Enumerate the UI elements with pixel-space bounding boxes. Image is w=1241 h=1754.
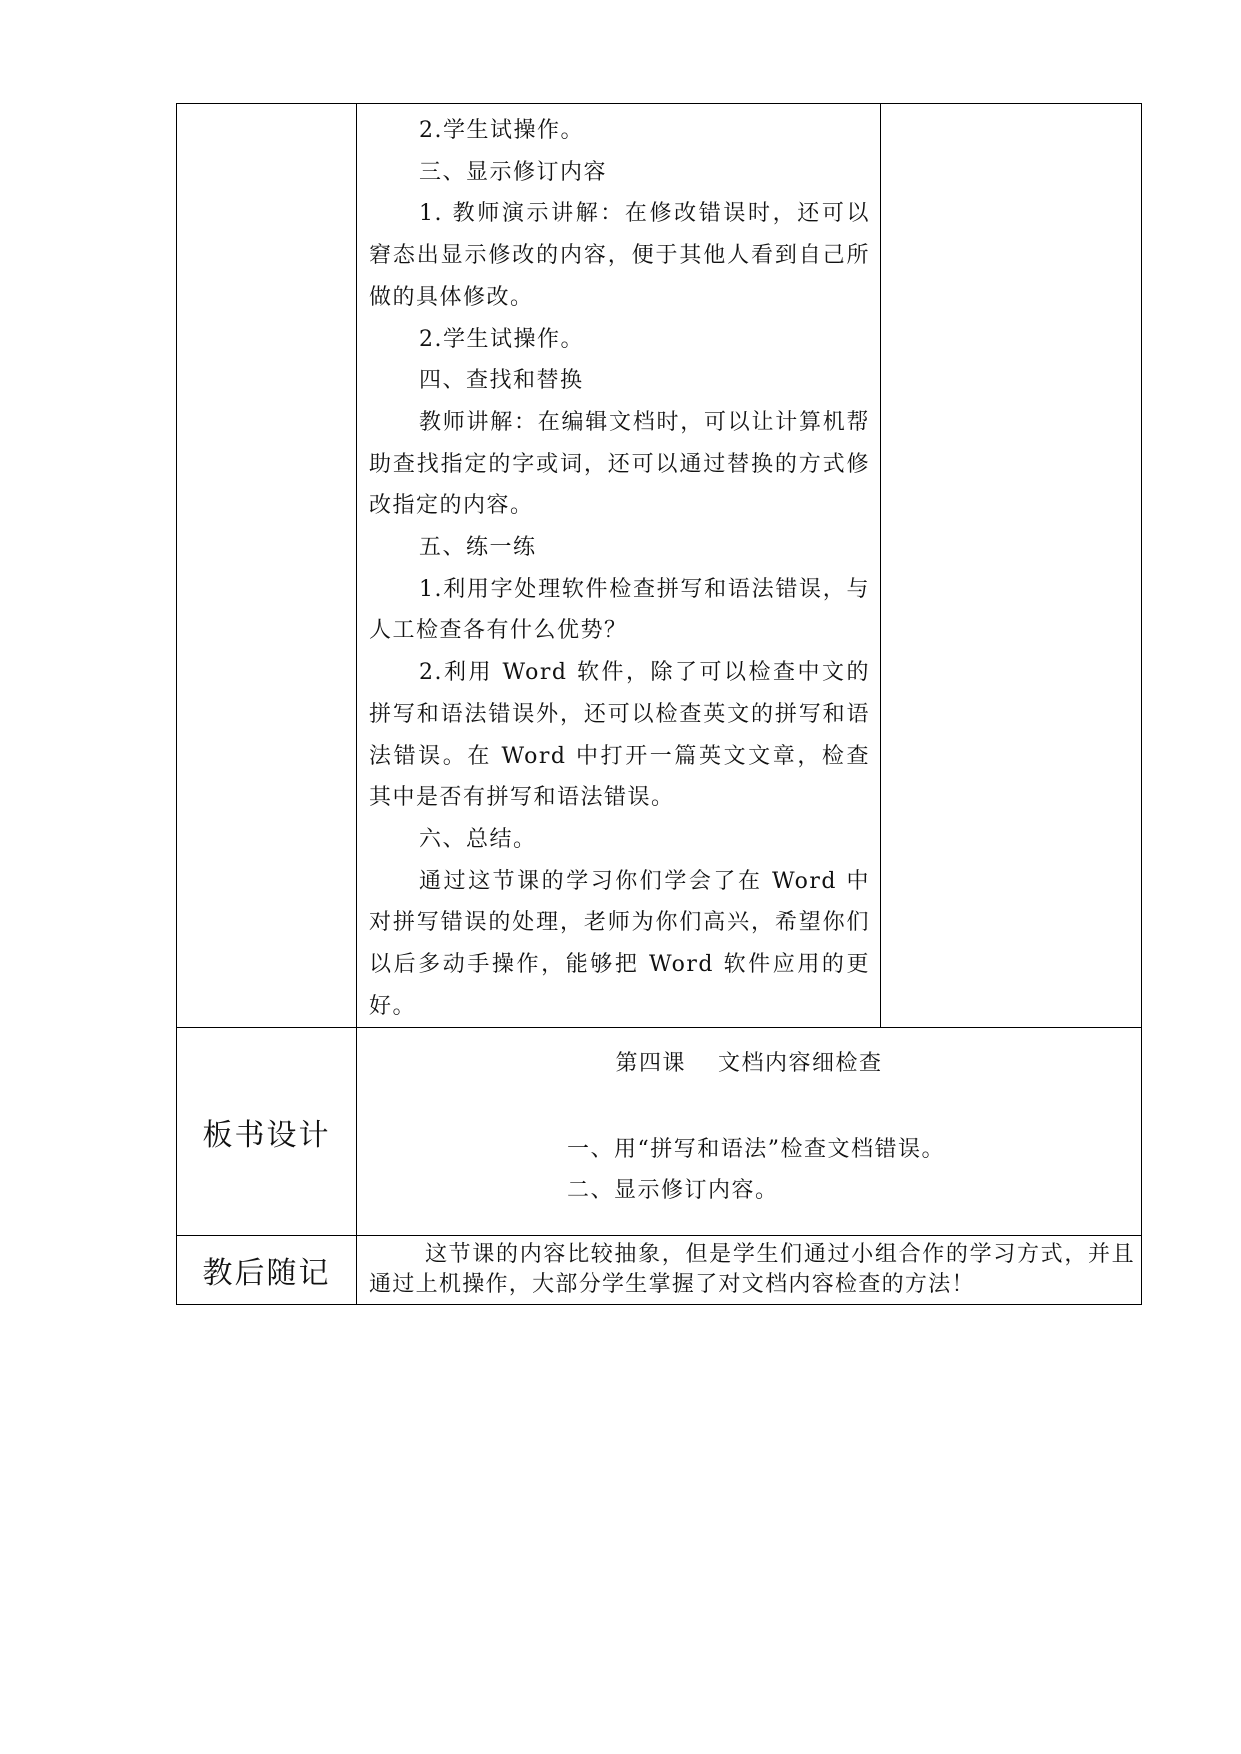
- teaching-process-row: [177, 104, 1142, 1028]
- notes-cell: [881, 104, 1142, 1028]
- section-heading: 四、查找和替换: [419, 368, 584, 394]
- reflection-text: 这节课的内容比较抽象，但是学生们通过小组合作的学习方式，并且通过上机操作，大部分学生掌握了对文档内容检查的方法！: [369, 1242, 1135, 1298]
- process-label-cell: [177, 104, 357, 1028]
- section-heading: 五、练一练: [419, 535, 537, 561]
- process-paragraph: 1. 教师演示讲解：在修改错误时，还可以窘态出显示修改的内容，便于其他人看到自己所做的具体修改。: [369, 201, 870, 310]
- board-line: 二、显示修订内容。: [567, 1178, 779, 1204]
- process-paragraph: 2.学生试操作。: [419, 118, 584, 143]
- board-title: 第四课 文档内容细检查: [615, 1051, 883, 1077]
- teaching-process-content: [357, 104, 881, 1028]
- process-paragraph: 通过这节课的学习你们学会了在 Word 中对拼写错误的处理，老师为你们高兴，希望你们以后多动手操作，能够把 Word 软件应用的更好。: [369, 868, 870, 1019]
- board-design-row: [177, 1028, 1142, 1236]
- board-line: 一、用“拼写和语法”检查文档错误。: [567, 1137, 945, 1163]
- reflection-row: [177, 1236, 1142, 1305]
- reflection-content: [357, 1236, 1142, 1305]
- process-paragraph: 2.学生试操作。: [419, 326, 584, 352]
- board-design-content: [357, 1028, 1142, 1236]
- process-paragraph: 2.利用 Word 软件，除了可以检查中文的拼写和语法错误外，还可以检查英文的拼写和语法错误。在 Word 中打开一篇英文文章，检查其中是否有拼写和语法错误。: [369, 660, 870, 811]
- process-paragraph: 1.利用字处理软件检查拼写和语法错误，与人工检查各有什么优势？: [369, 576, 870, 644]
- section-heading: 三、显示修订内容: [419, 159, 608, 185]
- section-heading: 六、总结。: [419, 826, 537, 852]
- board-design-label: 板书设计: [177, 1028, 357, 1236]
- lesson-plan-table: [176, 103, 1142, 1305]
- reflection-label: 教后随记: [177, 1236, 357, 1305]
- process-paragraph: 教师讲解：在编辑文档时，可以让计算机帮助查找指定的字或词，还可以通过替换的方式修改指定的内容。: [369, 409, 870, 519]
